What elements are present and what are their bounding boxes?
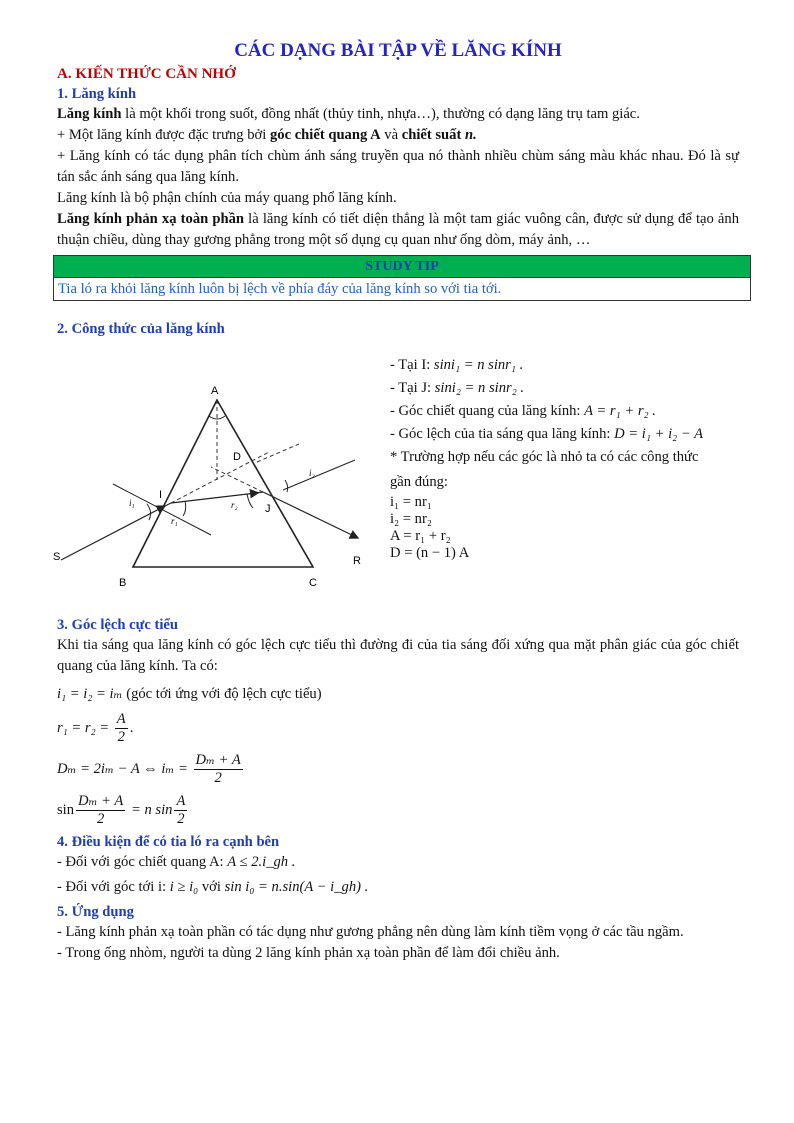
eq-sin: sin $\frac{\text{Dₘ + A}}{2}$ = n sin $\frac{A}{2}$ <box>57 793 186 827</box>
condition-apex: - Đối với góc chiết quang A: A ≤ 2.i_gh . <box>57 854 296 870</box>
emergent-ray <box>263 492 356 537</box>
label-D: D <box>233 451 241 463</box>
label-I: I <box>159 489 163 501</box>
eq-i-equal: i₁ = i₂ = iₘ (góc tới ứng với độ lệch cực tiểu) <box>57 686 322 702</box>
prism-characteristics: + Một lăng kính được đặc trưng bởi góc chiết quang A và chiết suất n. <box>57 127 477 143</box>
total-reflection-prism: Lăng kính phản xạ toàn phần là lăng kính có tiết diện thẳng là một tam giác vuông cân, được sử dụng để tạo ảnh thuận chiều, dùng thay gương phẳng trong một số dụng cụ quan như ống dòm, máy ảnh, … <box>57 211 739 248</box>
section-a-heading: A. KIẾN THỨC CẦN NHỚ <box>57 66 236 82</box>
prism-dispersion: + Lăng kính có tác dụng phân tích chùm ánh sáng truyền qua nó thành nhiều chùm sáng màu khác nhau. Đó là sự tán sắc ánh sáng qua lăng kính. <box>57 148 739 185</box>
study-tip-box <box>53 255 751 301</box>
application-periscope: - Lăng kính phản xạ toàn phần có tác dụng như gương phẳng nên dùng làm kính tiềm vọng ở các tầu ngầm. <box>57 924 684 940</box>
label-r1: r₁ <box>171 516 178 526</box>
prism-diagram <box>51 380 371 602</box>
approx-formulas: gần đúng: <box>390 474 452 490</box>
formula-section <box>53 344 739 614</box>
prism-definition: Lăng kính là một khối trong suốt, đồng nhất (thủy tinh, nhựa…), thường có dạng lăng trụ tam giác. <box>57 106 640 122</box>
formula-list: - Tại I: sini₁ = n sinr₁ . - Tại J: sini₂ = n sinr₂ . - Góc chiết quang của lăng kính: A = r₁ + r₂ . - Góc lệch của tia sáng qua lăng kính: D = i₁ + i₂ − A * Trường hợp nếu các góc là nhỏ ta có các công thức gần đúng: i₁ = nr₁ i₂ = nr₂ A = r₁ + r₂ D = (n − 1) A <box>390 354 750 562</box>
label-C: C <box>309 577 317 589</box>
label-S: S <box>53 551 61 563</box>
extension-incident <box>171 452 269 503</box>
application-binoculars: - Trong ống nhòm, người ta dùng 2 lăng kính phản xạ toàn phần để làm đổi chiều ảnh. <box>57 945 560 961</box>
section-5-heading: 5. Ứng dụng <box>57 904 134 920</box>
section-4-heading: 4. Điều kiện để có tia ló ra cạnh bên <box>57 834 280 850</box>
normal-at-J <box>283 460 355 490</box>
label-i2: i₂ <box>309 468 315 478</box>
eq-r-equal: r₁ = r₂ = $\frac{A}{2}$ . <box>57 711 134 745</box>
prism-spectrometer: Lăng kính là bộ phận chính của máy quang phổ lăng kính. <box>57 190 397 206</box>
study-tip-body: Tia ló ra khỏi lăng kính luôn bị lệch về phía đáy của lăng kính so với tia tới. <box>58 281 502 297</box>
condition-incidence: - Đối với góc tới i: i ≥ i₀ với sin i₀ = n.sin(A − i_gh) . <box>57 879 369 895</box>
formula-deviation: - Góc lệch của tia sáng qua lăng kính: D = i₁ + i₂ − A <box>390 426 703 442</box>
eq-dm: Dₘ = 2iₘ − A ⇔ iₘ = $\frac{\text{Dₘ + A}}{2}$ <box>57 752 241 786</box>
page-title: CÁC DẠNG BÀI TẬP VỀ LĂNG KÍNH <box>234 40 562 61</box>
label-r2: r₂ <box>231 500 238 510</box>
prism-triangle <box>133 400 313 567</box>
section-2-heading: 2. Công thức của lăng kính <box>57 321 225 337</box>
extension-emergent <box>211 467 263 492</box>
study-tip-header: STUDY TIP <box>54 256 750 278</box>
label-J: J <box>265 503 271 515</box>
label-A: A <box>211 385 219 397</box>
refracted-ray <box>171 493 256 503</box>
label-R: R <box>353 555 361 567</box>
section-1-heading: 1. Lăng kính <box>57 86 137 102</box>
formula-at-J: - Tại J: sini₂ = n sinr₂ . <box>390 380 525 396</box>
formula-at-I: - Tại I: sini₁ = n sinr₁ . <box>390 357 524 373</box>
small-angle-note: * Trường hợp nếu các góc là nhỏ ta có các công thức <box>390 449 699 465</box>
label-B: B <box>119 577 127 589</box>
formula-apex-angle: - Góc chiết quang của lăng kính: A = r₁ + r₂ . <box>390 403 656 419</box>
label-i1: i₁ <box>129 498 135 508</box>
section-3-heading: 3. Góc lệch cực tiểu <box>57 617 179 633</box>
incident-ray <box>61 507 163 560</box>
min-deviation-text: Khi tia sáng qua lăng kính có góc lệch cực tiểu thì đường đi của tia sáng đối xứng qua mặt phân giác của góc chiết quang của lăng kính. Ta có: <box>57 637 739 674</box>
document <box>53 40 739 964</box>
